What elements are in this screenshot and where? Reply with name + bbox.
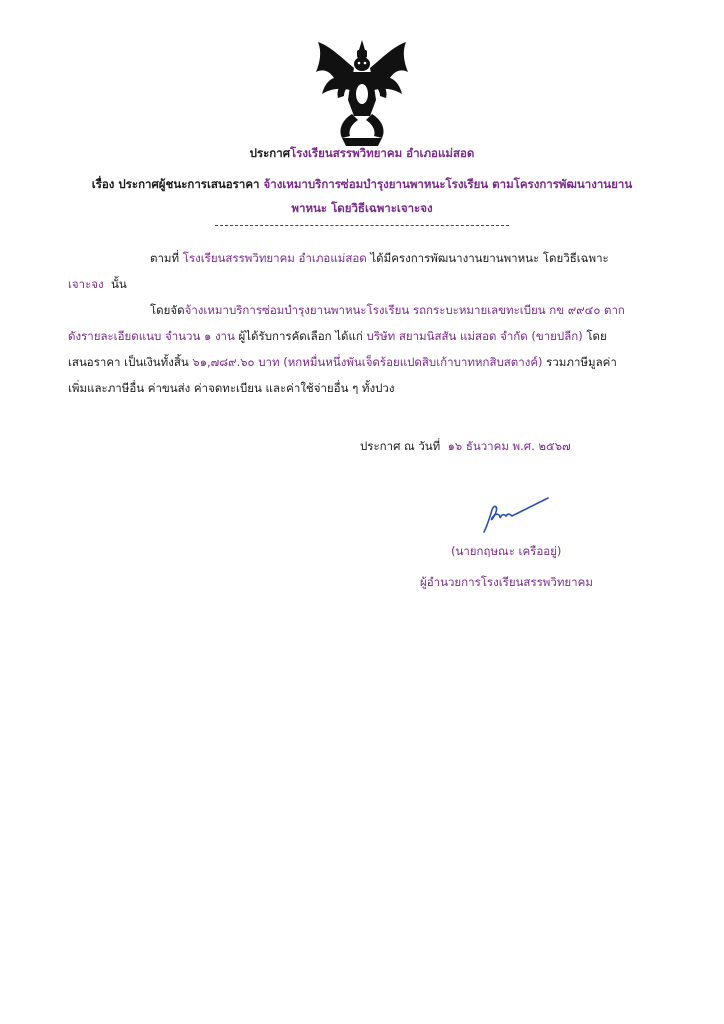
body-paragraph2-line4: เพิ่มและภาษีอื่น ค่าขนส่ง ค่าจดทะเบียน และค่าใช้จ่ายอื่น ๆ ทั้งปวง (68, 381, 395, 395)
p2-line3-end: รวมภาษีมูลค่า (546, 355, 617, 369)
announcement-subject-line1 (40, 176, 684, 194)
p2-purple1: จ้างเหมาบริการซ่อมบำรุงยานพาหนะโรงเรียน รถกระบะหมายเลขทะเบียน กข ๙๙๔๐ ตาก (184, 303, 625, 317)
p1-rest: ได้มีครงการพัฒนางานยานพาหนะ โดยวิธีเฉพาะ (370, 251, 609, 265)
title-school: โรงเรียนสรรพวิทยาคม อำเภอแม่สอด (290, 146, 475, 160)
body-paragraph1-line2 (68, 273, 127, 296)
p1-prefix: ตามที่ (150, 251, 180, 265)
garuda-emblem-icon (312, 38, 412, 148)
p1-line2-purple: เจาะจง (68, 277, 104, 291)
announce-date: ๑๖ ธันวาคม พ.ศ. ๒๕๖๗ (447, 439, 571, 453)
p1-line2-rest: นั้น (110, 277, 127, 291)
title-prefix: ประกาศ (249, 146, 291, 160)
p2-line2-mid: ผู้ได้รับการคัดเลือก ได้แก่ (238, 329, 363, 343)
body-paragraph2-line3 (68, 351, 617, 374)
signer-position: ผู้อำนวยการโรงเรียนสรรพวิทยาคม (420, 575, 593, 589)
p2-line2-purple: ดังรายละเอียดแนบ จำนวน ๑ งาน (68, 329, 235, 343)
body-paragraph2-line1 (150, 299, 625, 322)
body-paragraph2-line2 (68, 325, 607, 348)
p2-prefix: โดยจัด (150, 303, 185, 317)
subject-part1: จ้างเหมาบริการซ่อมบำรุงยานพาหนะโรงเรียน ตามโครงการพัฒนางานยาน (263, 177, 633, 191)
handwritten-signature (470, 496, 550, 536)
p2-line3-amount: ๖๑,๗๘๙.๖๐ บาท (หกหมื่นหนึ่งพันเจ็ดร้อยแปดสิบเก้าบาทหกสิบสตางค์) (192, 355, 543, 369)
body-paragraph1-line1 (150, 247, 609, 270)
p2-line3-prefix: เสนอราคา เป็นเงินทั้งสิ้น (68, 355, 189, 369)
signer-name: (นายกฤษณะ เครืออยู่) (451, 544, 562, 558)
subject-prefix: เรื่อง ประกาศผู้ชนะการเสนอราคา (91, 177, 260, 191)
p2-line2-end: โดย (586, 329, 607, 343)
p1-school: โรงเรียนสรรพวิทยาคม อำเภอแม่สอด (182, 251, 367, 265)
announce-date-line (360, 435, 571, 458)
separator-line (215, 225, 509, 226)
announcement-title (40, 145, 684, 163)
announcement-subject-line2: พาหนะ โดยวิธีเฉพาะเจาะจง (291, 201, 433, 215)
p2-line2-company: บริษัท สยามนิสสัน แม่สอด จำกัด (ขายปลีก) (366, 329, 583, 343)
announce-prefix: ประกาศ ณ วันที่ (360, 439, 441, 453)
